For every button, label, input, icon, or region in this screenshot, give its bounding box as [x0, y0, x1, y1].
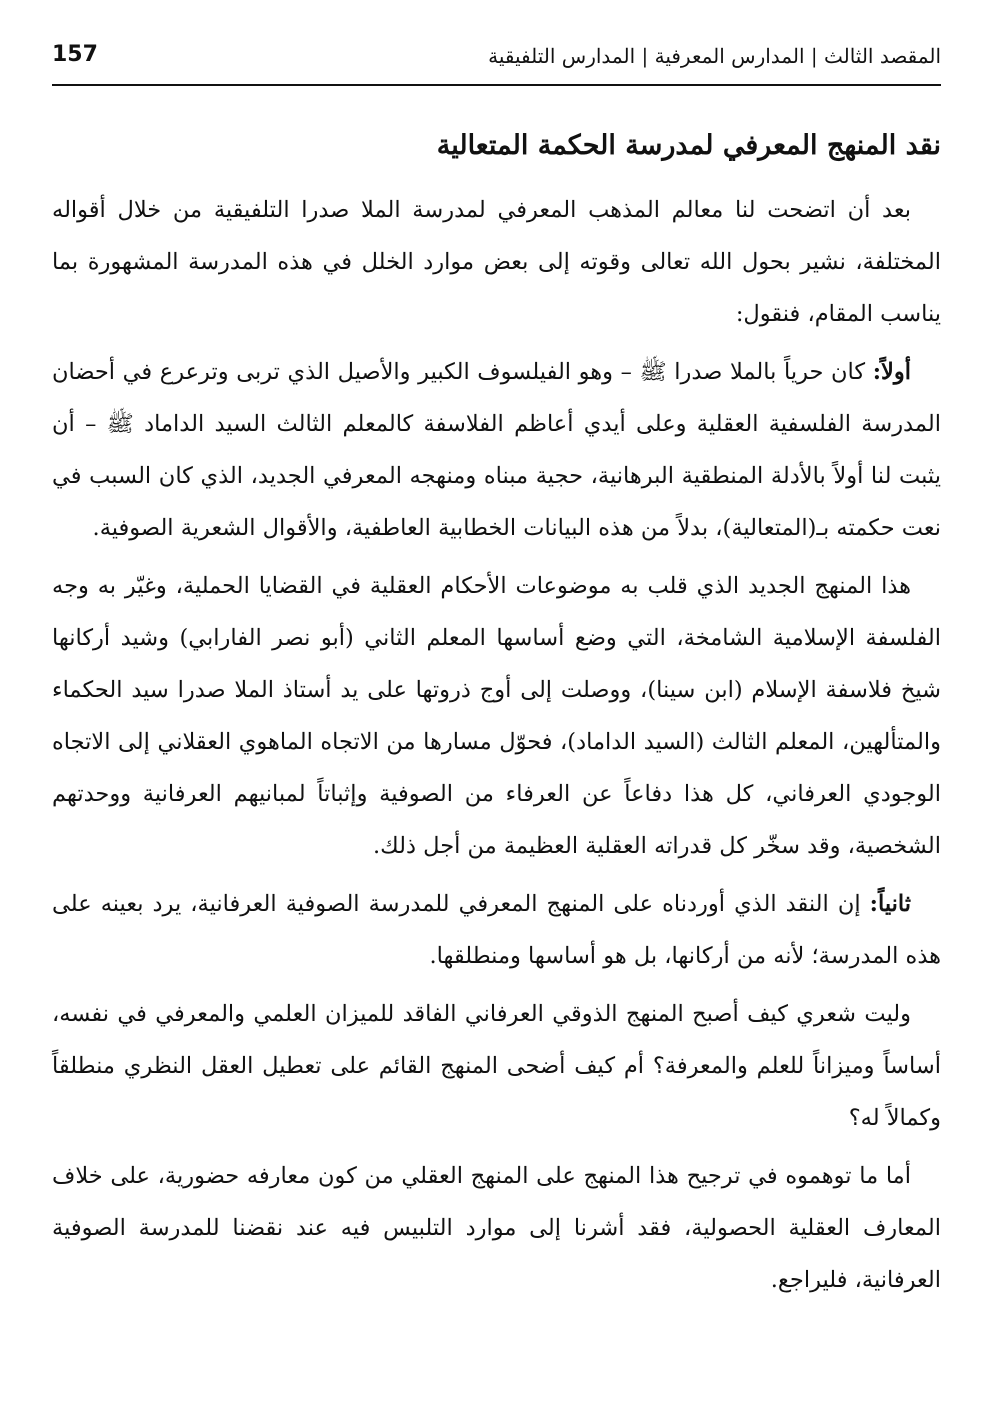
paragraph-new-method	[52, 560, 941, 872]
running-header-title: المقصد الثالث | المدارس المعرفية | المدارس التلفيقية	[488, 44, 941, 68]
paragraph-text: إن النقد الذي أوردناه على المنهج المعرفي للمدرسة الصوفية العرفانية، يرد بعينه على هذه المدرسة؛ لأنه من أركانها، بل هو أساسها ومنطلقها.	[52, 891, 941, 969]
paragraph-conclusion	[52, 1150, 941, 1306]
paragraph-text: أما ما توهموه في ترجيح هذا المنهج على المنهج العقلي من كون معارفه حضورية، على خلاف المعارف العقلية الحصولية، فقد أشرنا إلى موارد التلبيس فيه عند نقضنا للمدرسة الصوفية العرفانية، فليراجع.	[52, 1163, 941, 1293]
section-title: نقد المنهج المعرفي لمدرسة الحكمة المتعالية	[436, 130, 941, 161]
paragraph-text: وليت شعري كيف أصبح المنهج الذوقي العرفاني الفاقد للميزان العلمي والمعرفي في نفسه، أساساً وميزاناً للعلم والمعرفة؟ أم كيف أضحى المنهج القائم على تعطيل العقل النظري منطلقاً وكمالاً له؟	[52, 1001, 941, 1131]
page-content	[52, 118, 941, 1312]
paragraph-lead-second: ثانياً:	[869, 891, 911, 917]
paragraph-text: بعد أن اتضحت لنا معالم المذهب المعرفي لمدرسة الملا صدرا التلفيقية من خلال أقواله المختلفة، نشير بحول الله تعالى وقوته إلى بعض موارد الخلل في هذه المدرسة المشهورة بما يناسب المقام، فنقول:	[52, 197, 941, 327]
running-header	[52, 40, 941, 86]
paragraph-question	[52, 988, 941, 1144]
paragraph-lead-first: أولاً:	[872, 359, 911, 385]
paragraph-text: هذا المنهج الجديد الذي قلب به موضوعات الأحكام العقلية في القضايا الحملية، وغيّر به وجه الفلسفة الإسلامية الشامخة، التي وضع أساسها المعلم الثاني (أبو نصر الفارابي) وشيد أركانها شيخ فلاسفة الإسلام (ابن سينا)، ووصلت إلى أوج ذروتها على يد أستاذ الملا صدرا سيد الحكماء والمتألهين، المعلم الثالث (السيد الداماد)، فحوّل مسارها من الاتجاه الماهوي العقلاني إلى الاتجاه الوجودي العرفاني، كل هذا دفاعاً عن العرفاء من الصوفية وإثباتاً لمبانيهم العرفانية ووحدتهم الشخصية، وقد سخّر كل قدراته العقلية العظيمة من أجل ذلك.	[52, 573, 941, 859]
paragraph-intro	[52, 184, 941, 340]
paragraph-first-point	[52, 346, 941, 554]
page-number: 157	[52, 42, 98, 67]
paragraph-second-point	[52, 878, 941, 982]
paragraph-text: كان حرياً بالملا صدرا ﷺ – وهو الفيلسوف الكبير والأصيل الذي تربى وترعرع في أحضان المدرسة الفلسفية العقلية وعلى أيدي أعاظم الفلاسفة كالمعلم الثالث السيد الداماد ﷺ – أن يثبت لنا أولاً بالأدلة المنطقية البرهانية، حجية مبناه ومنهجه المعرفي الجديد، الذي كان السبب في نعت حكمته بـ(المتعالية)، بدلاً من هذه البيانات الخطابية العاطفية، والأقوال الشعرية الصوفية.	[52, 359, 941, 541]
